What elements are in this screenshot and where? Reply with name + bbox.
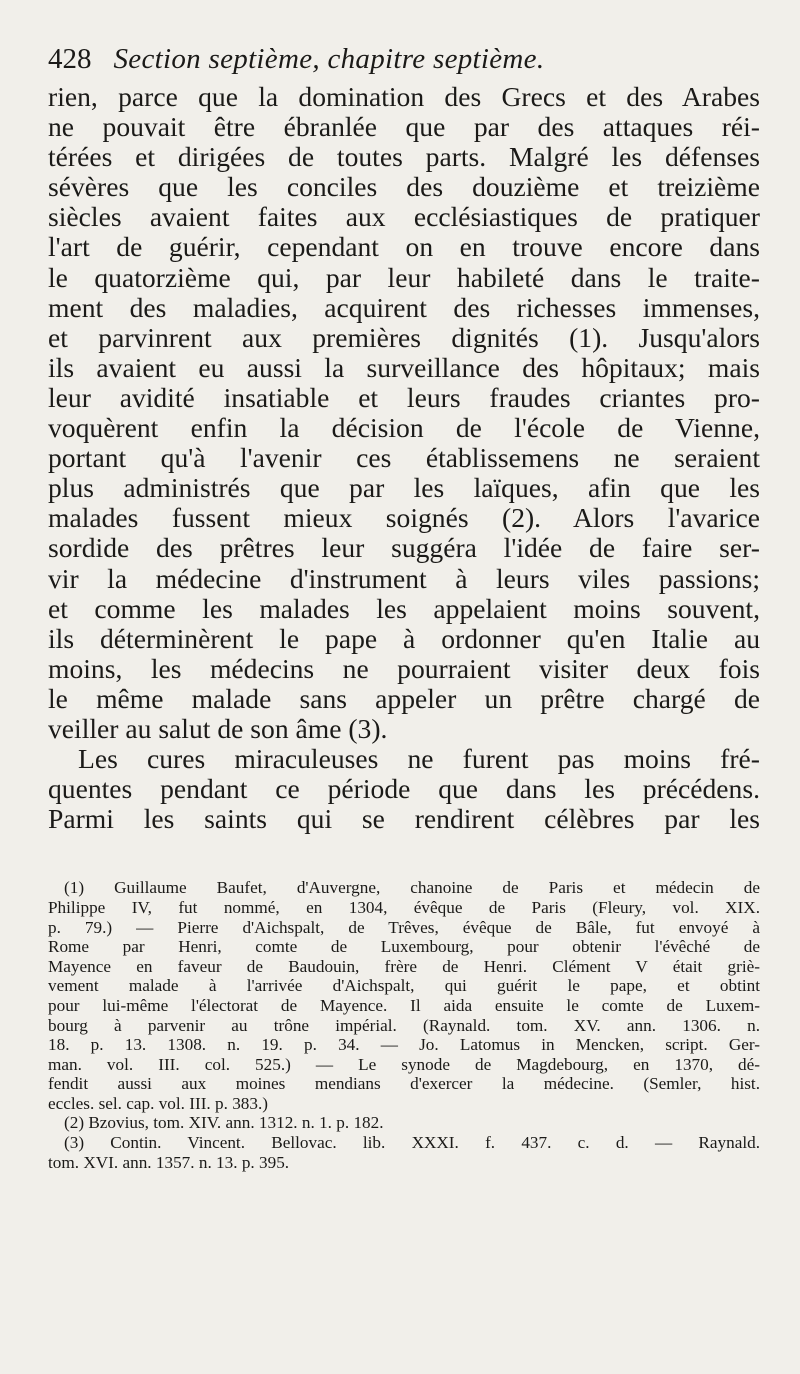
body-line: moins, les médecins ne pourraient visiter deux fois — [48, 652, 760, 684]
page-header — [48, 36, 760, 82]
body-line: le quatorzième qui, par leur habileté dans le traite- — [48, 261, 760, 293]
body-line: l'art de guérir, cependant on en trouve encore dans — [48, 231, 760, 263]
footnote-line: (3) Contin. Vincent. Bellovac. lib. XXXI. f. 437. c. d. — Raynald. — [64, 1133, 760, 1153]
body-line: ils déterminèrent le pape à ordonner qu'en Italie au — [48, 622, 760, 654]
footnote-line: Rome par Henri, comte de Luxembourg, pour obtenir l'évêché de — [48, 937, 760, 957]
footnotes — [48, 878, 760, 1172]
body-line: malades fussent mieux soignés (2). Alors l'avarice — [48, 502, 760, 534]
body-line: sordide des prêtres leur suggéra l'idée de faire ser- — [48, 532, 760, 564]
footnote-line: 18. p. 13. 1308. n. 19. p. 34. — Jo. Latomus in Mencken, script. Ger- — [48, 1035, 760, 1055]
body-line: voquèrent enfin la décision de l'école de Vienne, — [48, 412, 760, 444]
footnote-line: fendit aussi aux moines mendians d'exercer la médecine. (Semler, hist. — [48, 1074, 760, 1094]
footnote-line: man. vol. III. col. 525.) — Le synode de Magdebourg, en 1370, dé- — [48, 1054, 760, 1074]
page-number: 428 — [48, 43, 92, 75]
body-line: et comme les malades les appelaient moins souvent, — [48, 592, 760, 624]
footnote-line: Philippe IV, fut nommé, en 1304, évêque de Paris (Fleury, vol. XIX. — [48, 897, 760, 917]
body-line: Les cures miraculeuses ne furent pas moins fré- — [78, 743, 760, 775]
body-line: rien, parce que la domination des Grecs et des Arabes — [48, 81, 760, 112]
body-line: siècles avaient faites aux ecclésiastiques de pratiquer — [48, 201, 760, 233]
footnote-line: (1) Guillaume Baufet, d'Auvergne, chanoine de Paris et médecin de — [64, 878, 760, 898]
footnote-line: bourg à parvenir au trône impérial. (Raynald. tom. XV. ann. 1306. n. — [48, 1015, 760, 1035]
body-line: portant qu'à l'avenir ces établissemens ne seraient — [48, 442, 760, 474]
body-text — [48, 82, 760, 834]
footnote-line: pour lui-même l'électorat de Mayence. Il aida ensuite le comte de Luxem- — [48, 995, 760, 1015]
body-line: le même malade sans appeler un prêtre chargé de — [48, 682, 760, 714]
running-head: Section septième, chapitre septième. — [113, 43, 545, 75]
footnote-line: (2) Bzovius, tom. XIV. ann. 1312. n. 1. p. 182. — [64, 1113, 384, 1133]
body-line: térées et dirigées de toutes parts. Malgré les défenses — [48, 141, 760, 173]
footnote-line: vement malade à l'arrivée d'Aichspalt, qui guérit le pape, et obtint — [48, 976, 760, 996]
section-gap — [48, 834, 760, 878]
footnote-line: Mayence en faveur de Baudouin, frère de Henri. Clément V était griè- — [48, 956, 760, 976]
body-line: plus administrés que par les laïques, afin que les — [48, 472, 760, 504]
body-line: veiller au salut de son âme (3). — [48, 712, 388, 744]
body-line: et parvinrent aux premières dignités (1). Jusqu'alors — [48, 321, 760, 353]
footnote-line: eccles. sel. cap. vol. III. p. 383.) — [48, 1093, 269, 1113]
body-line: sévères que les conciles des douzième et treizième — [48, 171, 760, 203]
body-line: ment des maladies, acquirent des richesses immenses, — [48, 291, 760, 323]
footnote-line: p. 79.) — Pierre d'Aichspalt, de Trêves, évêque de Bâle, fut envoyé à — [48, 917, 760, 937]
body-line: leur avidité insatiable et leurs fraudes criantes pro- — [48, 381, 760, 413]
body-line: vir la médecine d'instrument à leurs viles passions; — [48, 562, 760, 594]
body-line: Parmi les saints qui se rendirent célèbres par les — [48, 803, 760, 835]
body-line: quentes pendant ce période que dans les précédens. — [48, 773, 760, 805]
footnote-line: tom. XVI. ann. 1357. n. 13. p. 395. — [48, 1152, 290, 1172]
body-line: ne pouvait être ébranlée que par des attaques réi- — [48, 111, 760, 143]
body-line: ils avaient eu aussi la surveillance des hôpitaux; mais — [48, 351, 760, 383]
